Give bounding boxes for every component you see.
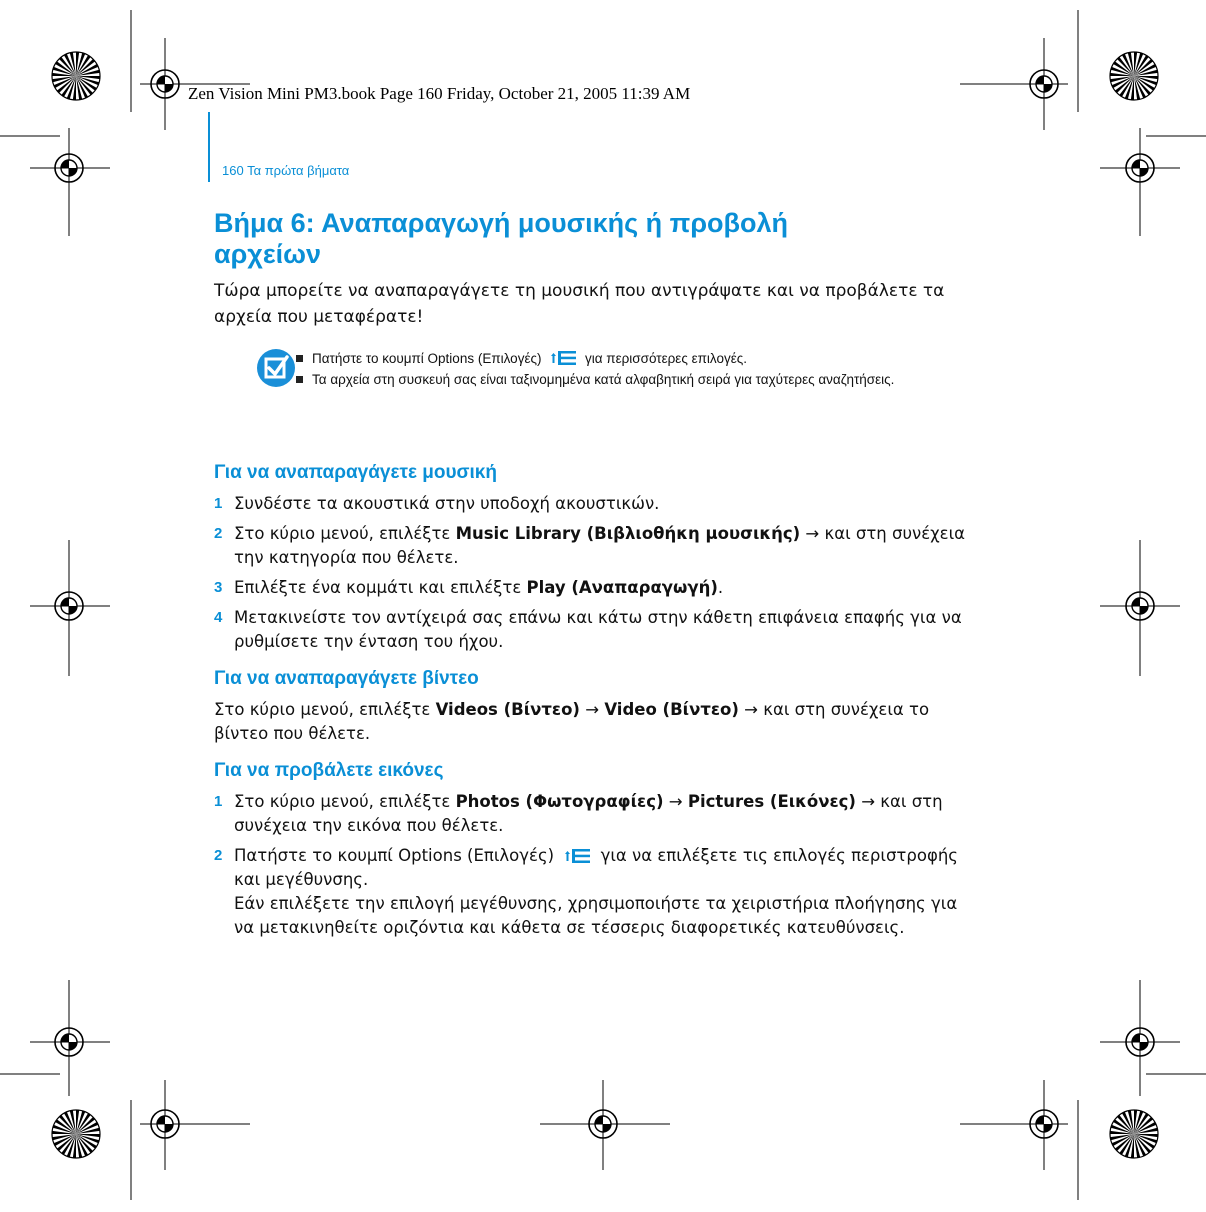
page-title: Βήμα 6: Αναπαραγωγή μουσικής ή προβολή αρχείων — [214, 208, 789, 269]
registration-starburst-icon — [1110, 1110, 1158, 1158]
page-content — [214, 208, 974, 946]
note-text: για περισσότερες επιλογές. — [581, 351, 747, 366]
list-item — [214, 844, 974, 940]
menu-path: Photos (Φωτογραφίες) — [455, 792, 664, 811]
step-number: 4 — [214, 609, 223, 626]
step-text: για να επιλέξετε τις επιλογές περιστροφής και μεγέθυνσης. — [234, 846, 958, 889]
step-text: Επιλέξτε ένα κομμάτι και επιλέξτε — [234, 578, 527, 597]
section-heading-pictures: Για να προβάλετε εικόνες — [214, 760, 444, 781]
step-text: Πατήστε το κουμπί Options (Επιλογές) — [234, 846, 560, 865]
registration-target-icon — [960, 38, 1068, 130]
step-text: Μετακινείστε τον αντίχειρά σας επάνω και κάτω στην κάθετη επιφάνεια επαφής για να ρυθμίσετε την ένταση του ήχου. — [234, 608, 962, 651]
menu-path: Pictures (Εικόνες) — [687, 792, 856, 811]
section-heading-video: Για να αναπαραγάγετε βίντεο — [214, 668, 479, 689]
options-icon — [549, 350, 577, 366]
step-text: . — [717, 578, 724, 597]
menu-path: Videos (Βίντεο) — [435, 700, 580, 719]
body-text: → και στη συνέχεια το βίντεο που θέλετε. — [214, 700, 930, 743]
step-number: 1 — [214, 495, 223, 512]
menu-path: Music Library (Βιβλιοθήκη μουσικής) — [455, 524, 801, 543]
list-item — [214, 576, 974, 600]
step-number: 2 — [214, 847, 223, 864]
arrow-text: → — [579, 700, 605, 719]
intro-paragraph: Τώρα μπορείτε να αναπαραγάγετε τη μουσική που αντιγράψατε και να προβάλετε τα αρχεία που μεταφέρατε! — [214, 281, 945, 327]
registration-target-icon — [540, 1080, 670, 1170]
checkbox-note-icon — [256, 348, 296, 388]
registration-target-icon — [30, 980, 110, 1096]
header-rule — [208, 112, 210, 182]
registration-target-icon — [1100, 128, 1180, 236]
registration-target-icon — [1100, 980, 1180, 1096]
note-text: Πατήστε το κουμπί Options (Επιλογές) — [312, 351, 546, 366]
registration-target-icon — [30, 128, 110, 236]
step-text: Συνδέστε τα ακουστικά στην υποδοχή ακουστικών. — [234, 494, 660, 513]
registration-target-icon — [140, 1080, 250, 1170]
note-item: Τα αρχεία στη συσκευή σας είναι ταξινομημένα κατά αλφαβητική σειρά για ταχύτερες αναζητήσεις. — [296, 369, 974, 390]
step-number: 3 — [214, 579, 223, 596]
registration-starburst-icon — [52, 1110, 100, 1158]
slug-line: Zen Vision Mini PM3.book Page 160 Friday, October 21, 2005 11:39 AM — [188, 84, 691, 103]
section-heading-music: Για να αναπαραγάγετε μουσική — [214, 462, 498, 483]
note-item — [296, 348, 974, 369]
registration-target-icon — [30, 540, 110, 676]
options-icon — [563, 848, 591, 864]
running-head: 160 Τα πρώτα βήματα — [222, 163, 350, 178]
registration-target-icon — [1100, 540, 1180, 676]
video-paragraph — [214, 698, 974, 746]
step-text: → και στη συνέχεια την κατηγορία που θέλετε. — [234, 524, 966, 567]
list-item — [214, 790, 974, 838]
registration-starburst-icon — [52, 52, 100, 100]
pictures-steps — [214, 790, 974, 940]
step-number: 1 — [214, 793, 223, 810]
arrow-text: → — [663, 792, 688, 811]
list-item — [214, 606, 974, 654]
menu-path: Play (Αναπαραγωγή) — [526, 578, 718, 597]
step-text: Εάν επιλέξετε την επιλογή μεγέθυνσης, χρησιμοποιήστε τα χειριστήρια πλοήγησης για να μετακινηθείτε οριζόντια και κάθετα σε τέσσερις διαφορετικές κατευθύνσεις. — [234, 894, 958, 937]
step-text: Στο κύριο μενού, επιλέξτε — [234, 792, 456, 811]
registration-starburst-icon — [1110, 52, 1158, 100]
list-item — [214, 522, 974, 570]
step-text: → και στη συνέχεια την εικόνα που θέλετε. — [234, 792, 943, 835]
note-box — [214, 348, 974, 448]
registration-target-icon — [960, 1080, 1068, 1170]
list-item — [214, 492, 974, 516]
menu-path: Video (Βίντεο) — [604, 700, 739, 719]
body-text: Στο κύριο μενού, επιλέξτε — [214, 700, 436, 719]
step-number: 2 — [214, 525, 223, 542]
music-steps — [214, 492, 974, 654]
step-text: Στο κύριο μενού, επιλέξτε — [234, 524, 456, 543]
